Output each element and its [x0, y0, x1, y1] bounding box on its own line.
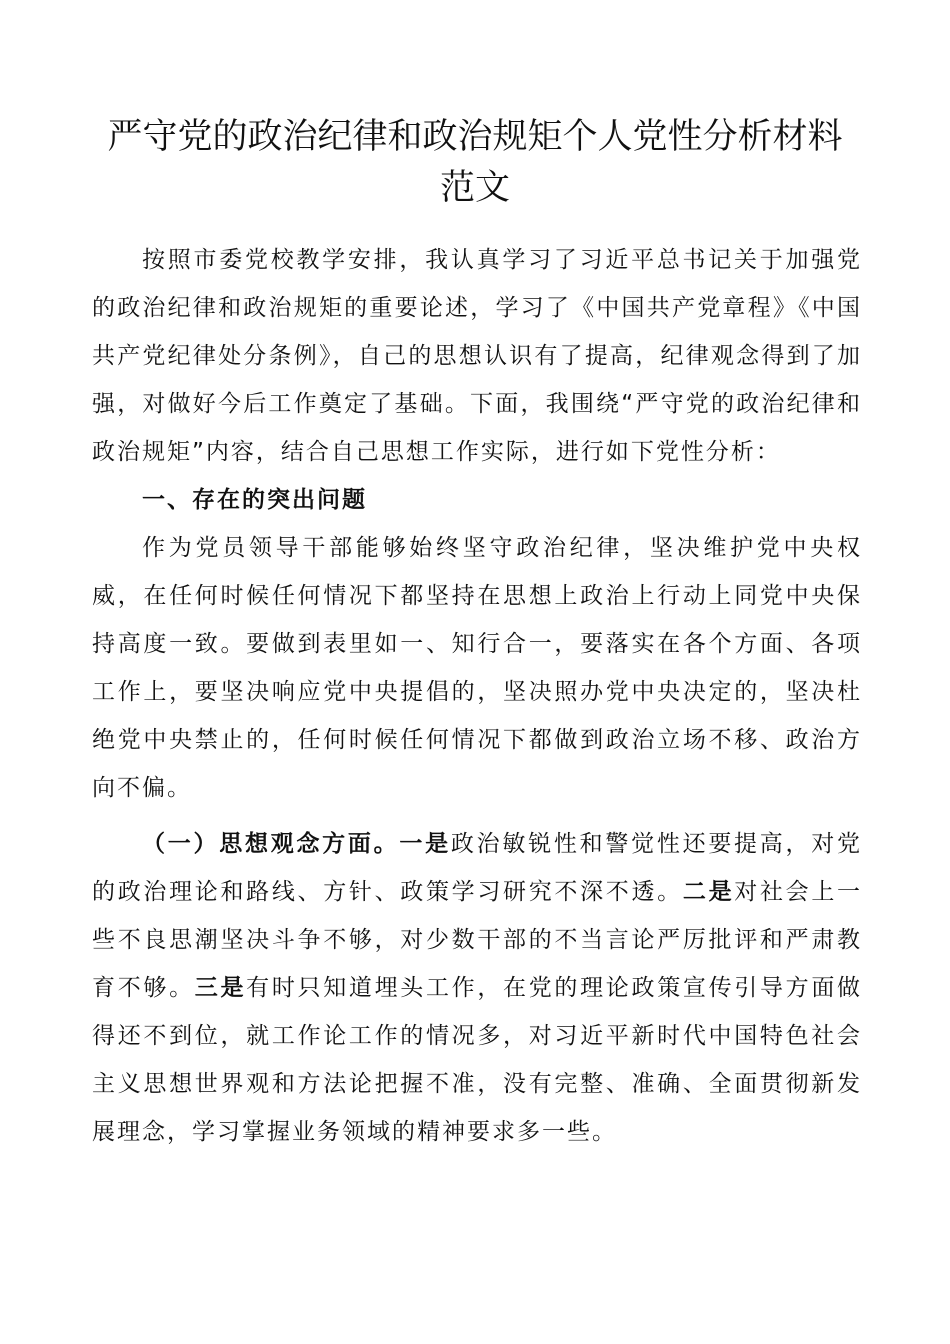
point-label-1: 一是	[399, 831, 451, 857]
intro-paragraph: 按照市委党校教学安排，我认真学习了习近平总书记关于加强党的政治纪律和政治规矩的重要论述，学习了《中国共产党章程》《中国共产党纪律处分条例》，自己的思想认识有了提高，纪律观念得到了加强，对做好今后工作奠定了基础。下面，我围绕“严守党的政治纪律和政治规矩”内容，结合自己思想工作实际，进行如下党性分析：	[92, 247, 862, 465]
point-text-1: 政治敏锐性和警觉性还要提高，对党的政治理论和路线、方针、政策学习研究不深不透。	[92, 831, 863, 905]
point-text-2: 对社会上一些不良思潮坚决斗争不够，对少数干部的不当言论严厉批评和严肃教育不够。	[92, 879, 863, 1001]
document-title-line1: 严守党的政治纪律和政治规矩个人党性分析材料	[107, 117, 843, 157]
point-label-3: 三是	[194, 975, 247, 1001]
subsection-heading: （一）思想观念方面。	[142, 831, 400, 857]
section-paragraph-discipline: 作为党员领导干部能够始终坚守政治纪律，坚决维护党中央权威，在任何时候任何情况下都坚持在思想上政治上行动上同党中央保持高度一致。要做到表里如一、知行合一，要落实在各个方面、各项工作上，要坚决响应党中央提倡的，坚决照办党中央决定的，坚决杜绝党中央禁止的，任何时候任何情况下都做到政治立场不移、政治方向不偏。	[92, 535, 862, 801]
point-text-3: 有时只知道埋头工作，在党的理论政策宣传引导方面做得还不到位，就工作论工作的情况多，对习近平新时代中国特色社会主义思想世界观和方法论把握不准，没有完整、准确、全面贯彻新发展理念，学习掌握业务领域的精神要求多一些。	[92, 975, 863, 1145]
point-label-2: 二是	[682, 879, 735, 905]
subsection-paragraph-thinking	[92, 820, 862, 1156]
document-title-line2: 范文	[439, 168, 510, 208]
section-heading-problems: 一、存在的突出问题	[142, 487, 367, 513]
